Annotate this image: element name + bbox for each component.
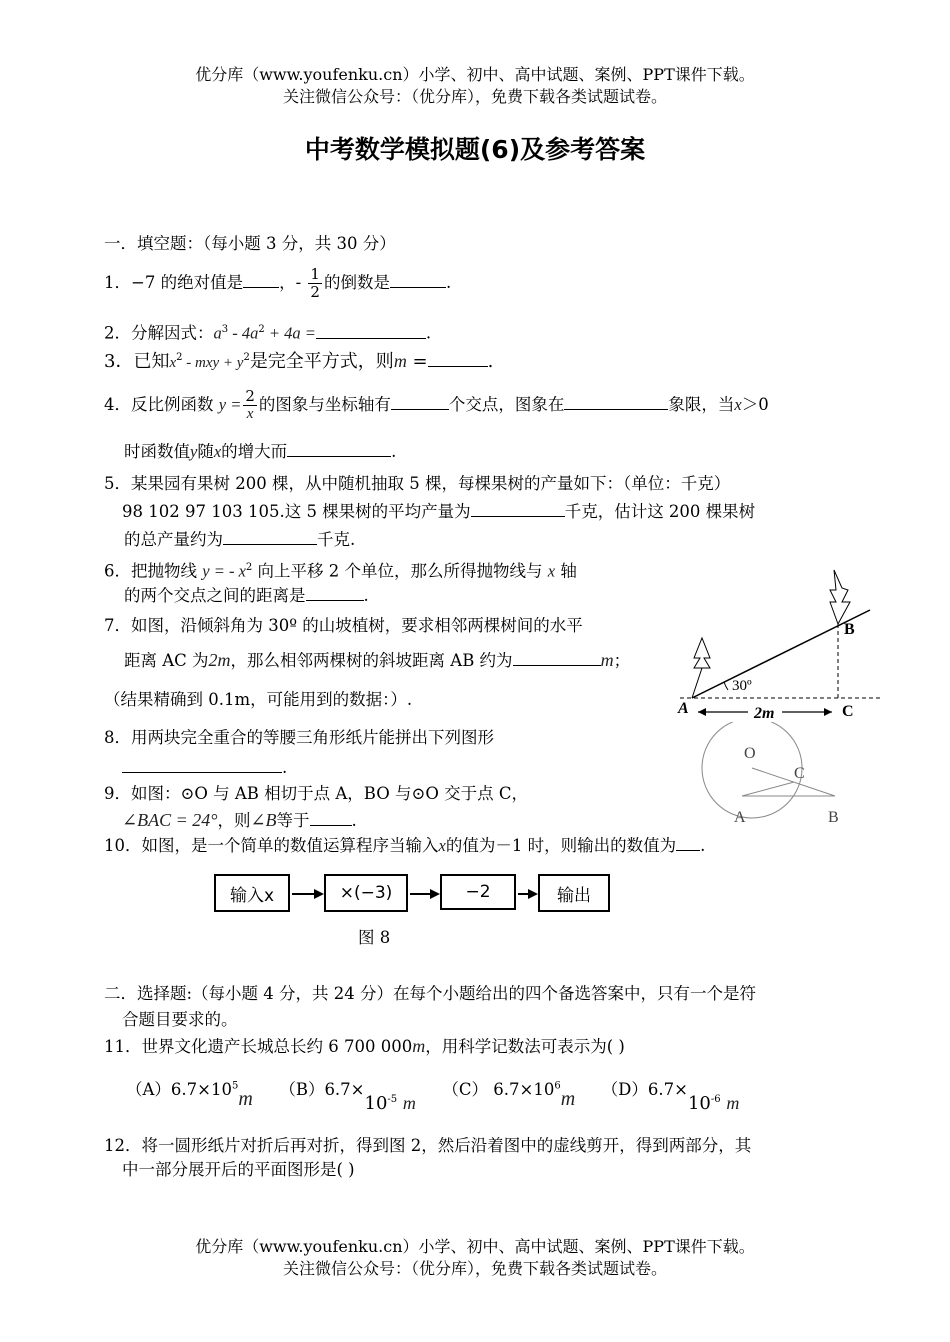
section-2-heading-line-2: 合题目要求的。 <box>122 1010 238 1029</box>
flow-arrow-3 <box>518 889 538 899</box>
question-4-line-2: 时函数值y随x的增大而 . <box>124 442 397 461</box>
line-ac <box>742 782 794 796</box>
section-2-heading: 二．选择题:（每小题 4 分，共 24 分）在每个小题给出的四个备选答案中，只有一个是符 <box>104 984 757 1003</box>
point-c-label: C <box>842 703 854 720</box>
angle-label: 30º <box>732 678 752 694</box>
question-8: 8．用两块完全重合的等腰三角形纸片能拼出下列图形 <box>104 728 494 747</box>
question-1: 1．−7 的绝对值是 ，- $\frac{1}{2}$ 的倒数是 . <box>104 265 452 301</box>
question-8-line-2: . <box>122 756 287 780</box>
question-7: 7．如图，沿倾斜角为 30º 的山坡植树，要求相邻两棵树间的水平 <box>104 616 583 635</box>
flow-arrow-2 <box>410 889 440 899</box>
point-a-label: A <box>678 700 689 717</box>
option-b: $(B)6.7\times 10^{-5}$ m <box>279 1080 416 1114</box>
figure-8-caption: 图 8 <box>358 928 391 947</box>
fraction-two-over-x: $\frac{2}{x}$ <box>245 387 255 422</box>
question-6-line-2: 的两个交点之间的距离是 . <box>124 586 369 605</box>
question-9: 9．如图：⊙O 与 AB 相切于点 A，BO 与⊙O 交于点 C， <box>104 784 528 803</box>
arrow-right-icon <box>824 708 832 716</box>
question-12-line-2: 中一部分展开后的平面图形是( ) <box>122 1160 355 1179</box>
section-1-heading: 一．填空题：（每小题 3 分，共 30 分） <box>104 234 396 253</box>
fraction-one-half: $\frac{1}{2}$ <box>310 265 320 301</box>
point-o-label: O <box>744 745 756 762</box>
header-line-1: 优分库（www.youfenku.cn）小学、初中、高中试题、案例、PPT课件下载。 <box>195 65 755 84</box>
question-7-line-2: 距离 AC 为2m，那么相邻两棵树的斜坡距离 AB 约为 m； <box>124 650 631 670</box>
angle-arc <box>724 682 728 690</box>
page-title: 中考数学模拟题(6)及参考答案 <box>304 135 646 164</box>
question-7-line-3: （结果精确到 0.1m，可能用到的数据：）. <box>104 690 413 709</box>
arrow-left-icon <box>698 708 706 716</box>
question-10: 10．如图，是一个简单的数值运算程序当输入x的值为－1 时，则输出的数值为 . <box>104 836 706 855</box>
distance-label: 2m <box>754 705 775 722</box>
footer-line-1: 优分库（www.youfenku.cn）小学、初中、高中试题、案例、PPT课件下载。 <box>195 1237 755 1256</box>
circle-o <box>702 722 802 818</box>
flow-arrows <box>290 880 610 910</box>
point-b-label: B <box>844 621 855 638</box>
option-c: （C） $6.7\times 10^6m$ <box>442 1080 576 1110</box>
question-6: 6．把抛物线 y = - $x^2$ 向上平移 2 个单位，那么所得抛物线与 x 轴 <box>104 561 577 581</box>
figure-circle <box>690 722 865 830</box>
question-5-line-2: 98 102 97 103 105.这 5 棵果树的平均产量为 千克，估计这 200 棵果树 <box>122 502 756 521</box>
point-c-label: C <box>794 765 805 782</box>
question-5: 5．某果园有果树 200 棵，从中随机抽取 5 棵，每棵果树的产量如下：（单位：千克） <box>104 474 731 493</box>
flow-box-multiply: ×(−3) <box>324 874 408 912</box>
option-a: $(A)6.7\times 10^5m$ <box>126 1080 253 1110</box>
question-5-line-3: 的总产量约为 千克. <box>124 530 356 549</box>
question-11-options <box>126 1074 740 1114</box>
question-11: 11．世界文化遗产长城总长约 6 700 000m，用科学记数法可表示为( ) <box>104 1036 625 1056</box>
point-b-label: B <box>828 809 839 826</box>
option-d: $(D)6.7\times 10^{-6}$ m <box>601 1080 740 1114</box>
flow-box-input: 输入x <box>214 874 290 912</box>
question-3: 3．已知$x^2$ - mxy + $y^2$是完全平方式，则m = . <box>104 351 494 372</box>
flow-box-output: 输出 <box>538 874 610 912</box>
point-a-label: A <box>734 809 746 826</box>
question-9-line-2: ∠BAC = 24°，则∠B等于 . <box>122 810 357 830</box>
question-4: 4．反比例函数 y = $\frac{2}{x}$ 的图象与坐标轴有 个交点，图象在 象限，当x＞0 <box>104 387 769 422</box>
flow-arrow-1 <box>292 889 324 899</box>
header-line-2: 关注微信公众号：（优分库），免费下载各类试题试卷。 <box>282 87 667 106</box>
tree-icon <box>830 570 850 624</box>
question-2: 2．分解因式：$a^3 - 4a^2 + 4a$ = . <box>104 323 432 343</box>
footer-line-2: 关注微信公众号：（优分库），免费下载各类试题试卷。 <box>282 1259 667 1278</box>
figure-slope <box>672 560 892 725</box>
flow-box-subtract: −2 <box>440 874 516 910</box>
question-12: 12．将一圆形纸片对折后再对折，得到图 2，然后沿着图中的虚线剪开，得到两部分，其 <box>104 1136 752 1155</box>
tree-icon <box>692 638 710 698</box>
